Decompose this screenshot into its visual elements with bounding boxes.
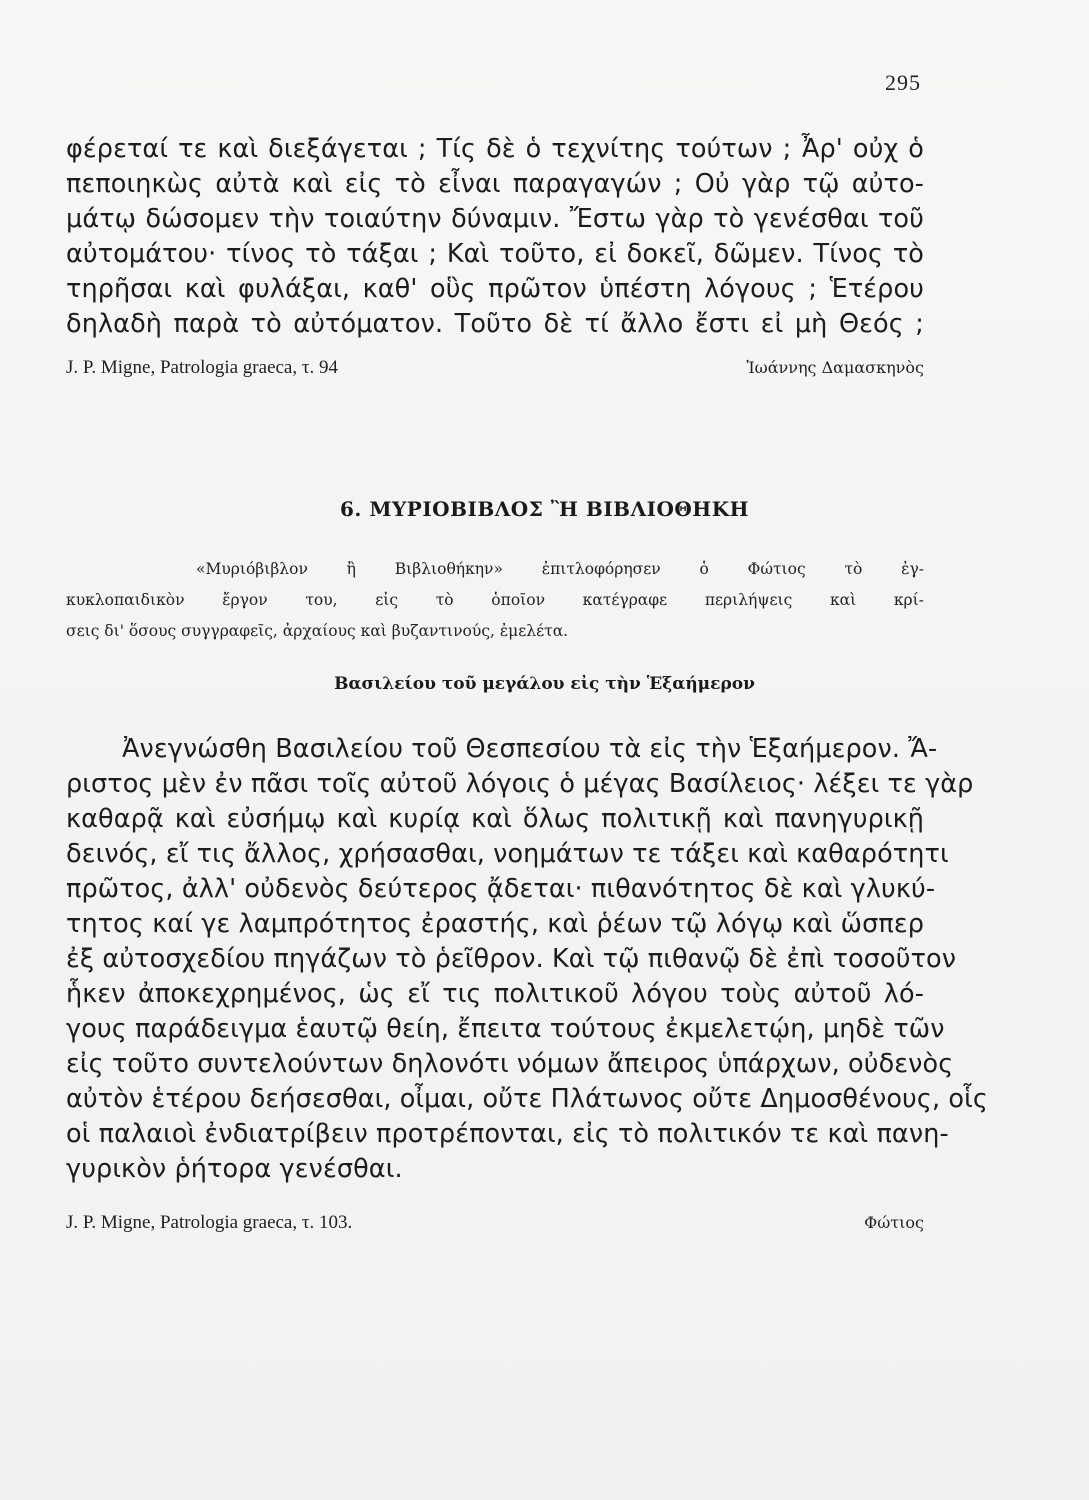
intro-line: σεις δι' ὅσους συγγραφεῖς, ἀρχαίους καὶ βυζαντινούς, ἐμελέτα. (66, 622, 569, 640)
text-line: γους παράδειγμα ἑαυτῷ θείη, ἔπειτα τούτους ἐκμελετῴη, μηδὲ τῶν (66, 1014, 945, 1044)
source-author: Φώτιος (864, 1213, 924, 1232)
text-line: τητος καί γε λαμπρότητος ἐραστής, καὶ ῥέων τῷ λόγῳ καὶ ὥσπερ (66, 909, 924, 939)
text-line: αὐτὸν ἑτέρου δεήσεσθαι, οἶμαι, οὔτε Πλάτωνος οὔτε Δημοσθένους, οἷς (66, 1084, 988, 1114)
text-line: πεποιηκὼς αὐτὰ καὶ εἰς τὸ εἶναι παραγαγών ; Οὐ γὰρ τῷ αὐτο- (66, 169, 924, 199)
source-reference: J. P. Migne, Patrologia graeca, τ. 94 (66, 357, 339, 378)
text-line: οἱ παλαιοὶ ἐνδιατρίβειν προτρέπονται, εἰς τὸ πολιτικόν τε καὶ πανη- (66, 1119, 949, 1149)
text-line: καθαρᾷ καὶ εὐσήμῳ καὶ κυρίᾳ καὶ ὅλως πολιτικῇ καὶ πανηγυρικῇ (66, 804, 924, 834)
text-line: δηλαδὴ παρὰ τὸ αὐτόματον. Τοῦτο δὲ τί ἄλλο ἔστι εἰ μὴ Θεός ; (66, 309, 924, 339)
passage-photius (66, 732, 988, 1187)
text-line: δεινός, εἴ τις ἄλλος, χρήσασθαι, νοημάτων τε τάξει καὶ καθαρότητι (66, 839, 949, 869)
section-heading: 6. ΜΥΡΙΟΒΙΒΛΟΣ Ἢ ΒΙΒΛΙΟΘΗΚΗ (340, 497, 749, 521)
source-author: Ἰωάννης Δαμασκηνὸς (746, 358, 924, 377)
section-subheading: Βασιλείου τοῦ μεγάλου εἰς τὴν Ἑξαήμερον (334, 674, 755, 694)
text-line: αὐτομάτου· τίνος τὸ τάξαι ; Καὶ τοῦτο, εἰ δοκεῖ, δῶμεν. Τίνος τὸ (66, 239, 924, 269)
text-line: μάτῳ δώσομεν τὴν τοιαύτην δύναμιν. Ἔστω γὰρ τὸ γενέσθαι τοῦ (66, 204, 924, 234)
text-line: ριστος μὲν ἐν πᾶσι τοῖς αὐτοῦ λόγοις ὁ μέγας Βασίλειος· λέξει τε γὰρ (66, 769, 974, 799)
text-line: Ἀνεγνώσθη Βασιλείου τοῦ Θεσπεσίου τὰ εἰς τὴν Ἑξαήμερον. Ἄ- (122, 734, 938, 764)
text-line: φέρεταί τε καὶ διεξάγεται ; Τίς δὲ ὁ τεχνίτης τούτων ; Ἆρ' οὐχ ὁ (66, 134, 924, 164)
text-line: ἧκεν ἀποκεχρημένος, ὡς εἴ τις πολιτικοῦ λόγου τοὺς αὐτοῦ λό- (66, 979, 924, 1009)
text-line: εἰς τοῦτο συντελούντων δηλονότι νόμων ἄπειρος ὑπάρχων, οὐδενὸς (66, 1049, 954, 1079)
text-line: ἐξ αὐτοσχεδίου πηγάζων τὸ ῥεῖθρον. Καὶ τῷ πιθανῷ δὲ ἐπὶ τοσοῦτον (66, 944, 957, 974)
text-line: πρῶτος, ἀλλ' οὐδενὸς δεύτερος ᾄδεται· πιθανότητος δὲ καὶ γλυκύ- (66, 874, 936, 904)
intro-line: «Μυριόβιβλον ἢ Βιβλιοθήκην» ἐπιτλοφόρησεν ὁ Φώτιος τὸ ἐγ- (196, 560, 924, 578)
intro-line: κυκλοπαιδικὸν ἔργον του, εἰς τὸ ὁποῖον κατέγραφε περιλήψεις καὶ κρί- (66, 591, 924, 609)
section-intro (66, 554, 924, 647)
source-reference: J. P. Migne, Patrologia graeca, τ. 103. (66, 1212, 353, 1233)
source-citation-1 (66, 357, 924, 379)
page-number: 295 (885, 70, 921, 95)
text-line: τηρῆσαι καὶ φυλάξαι, καθ' οὓς πρῶτον ὑπέστη λόγους ; Ἑτέρου (66, 274, 924, 304)
passage-damascene (66, 132, 924, 342)
text-line: γυρικὸν ῥήτορα γενέσθαι. (66, 1154, 403, 1184)
source-citation-2 (66, 1212, 924, 1234)
